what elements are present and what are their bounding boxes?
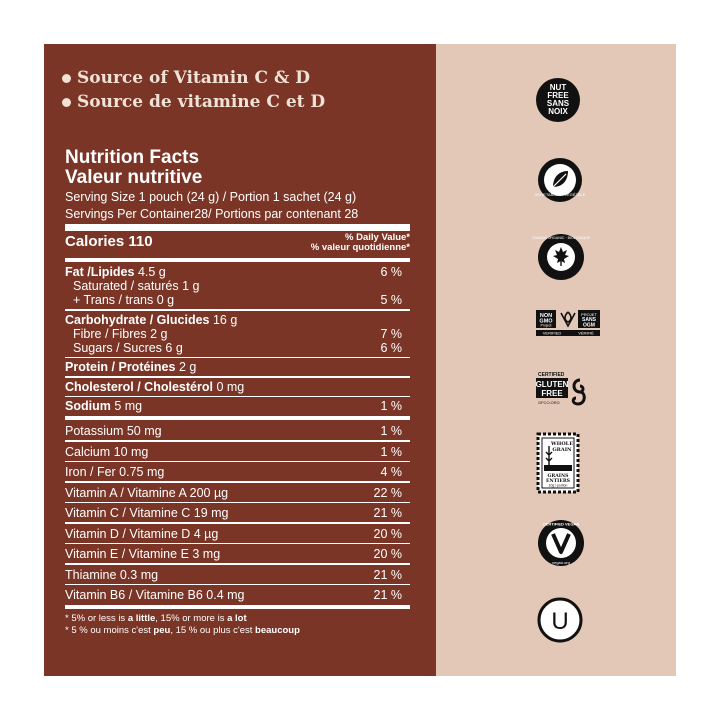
nutrition-facts-table: [65, 148, 410, 637]
sodium-row: [65, 399, 410, 413]
micronutrient-pct: 21 %: [373, 567, 402, 582]
micronutrient-pct: 20 %: [373, 526, 402, 541]
micronutrient-pct: 22 %: [373, 485, 402, 500]
micronutrient-row: [65, 421, 410, 440]
fat-label: Fat /Lipides: [65, 265, 135, 279]
micronutrient-label: Vitamin C / Vitamine C 19 mg: [65, 506, 229, 520]
servings-per-container: Servings Per Container28/ Portions par contenant 28: [65, 207, 359, 221]
micronutrient-pct: 1 %: [380, 424, 402, 438]
divider: [65, 258, 410, 262]
gluten-free-badge: [536, 370, 588, 410]
micronutrient-row: [65, 524, 410, 543]
whole-text: WHOLE: [550, 441, 574, 447]
carb-row: [65, 313, 410, 327]
trans-label: + Trans / trans 0 g: [73, 293, 175, 307]
divider: [65, 605, 410, 609]
divider: [65, 416, 410, 420]
bullet-icon: [62, 74, 71, 83]
product-claims: [62, 66, 325, 114]
daily-value-header: [311, 233, 410, 253]
micronutrient-label: Iron / Fer 0.75 mg: [65, 465, 165, 479]
sugars-row: [65, 341, 410, 355]
micronutrient-label: Vitamin A / Vitamine A 200 µg: [65, 485, 229, 500]
serving-size: Serving Size 1 pouch (24 g) / Portion 1 sachet (24 g): [65, 190, 357, 204]
entiers-text: ENTIERS: [546, 479, 570, 484]
fibre-pct: 7 %: [380, 326, 402, 341]
carb-block: [65, 311, 410, 357]
projet-text: PROJET: [581, 312, 597, 317]
vegetables-badge: [536, 156, 584, 204]
micronutrient-label: Thiamine 0.3 mg: [65, 567, 159, 582]
vegan-org-text: vegan.org: [552, 560, 570, 565]
micronutrient-pct: 21 %: [373, 506, 402, 520]
nutrition-title-en: Nutrition Facts: [65, 147, 200, 168]
claim-fr-text: Source de vitamine C et D: [77, 92, 326, 112]
footnote-fr-mid: , 15 % ou plus c'est: [170, 625, 256, 636]
divider: [65, 224, 410, 231]
micronutrient-label: Vitamin E / Vitamine E 3 mg: [65, 547, 221, 561]
nutrition-title-fr: Valeur nutritive: [65, 167, 203, 188]
claim-fr: [62, 90, 325, 114]
gfco-text: GFCO.ORG: [538, 400, 560, 405]
kosher-badge: [536, 596, 584, 644]
non-text: NON: [539, 313, 553, 319]
micronutrient-label: Calcium 10 mg: [65, 444, 149, 459]
micronutrient-row: [65, 483, 410, 502]
micronutrient-row: [65, 442, 410, 461]
protein-amount: 2 g: [178, 360, 197, 374]
sodium-amount: 5 mg: [114, 399, 143, 413]
calories-row: [65, 233, 410, 257]
micronutrient-label: Vitamin B6 / Vitamine B6 0.4 mg: [65, 588, 245, 602]
micronutrient-label: Vitamin D / Vitamine D 4 µg: [65, 526, 219, 541]
cholesterol-label: Cholesterol / Cholestérol: [65, 379, 213, 394]
protein-row: [65, 360, 410, 374]
carb-label: Carbohydrate / Glucides: [65, 312, 210, 327]
micronutrient-row: [65, 544, 410, 563]
footnote-en-pre: * 5% or less is: [65, 613, 128, 624]
micronutrient-row: [65, 462, 410, 481]
sodium-label: Sodium: [65, 399, 111, 413]
kosher-u-text: U: [551, 608, 569, 635]
non-gmo-badge: [536, 310, 600, 342]
whole-grain-badge: [536, 432, 580, 494]
footnote-fr-pre: * 5 % ou moins c'est: [65, 625, 154, 636]
organic-badge: [531, 232, 591, 282]
sodium-block: [65, 397, 410, 415]
verified-text: VERIFIED: [542, 330, 562, 336]
project-text: Project: [540, 323, 552, 328]
fat-block: [65, 263, 410, 309]
bullet-icon: [62, 98, 71, 107]
vegan-badge: [536, 518, 586, 568]
footnote-en: [65, 613, 410, 625]
certified-vegan-icon: [536, 518, 586, 568]
footnote-fr: [65, 625, 410, 637]
grains-text: GRAINS: [547, 474, 569, 479]
fibre-row: [65, 327, 410, 341]
sugars-pct: 6 %: [380, 340, 402, 355]
canada-organic-icon: [531, 232, 591, 282]
nut-free-text-1: NUT: [549, 83, 567, 92]
cholesterol-row: [65, 380, 410, 394]
footnote-en-little: a little: [127, 613, 156, 624]
leaf-icon: [536, 156, 584, 204]
micronutrient-pct: 20 %: [373, 547, 402, 561]
micronutrient-pct: 21 %: [373, 588, 402, 602]
verifie-text: VÉRIFIÉ: [578, 330, 594, 336]
micronutrient-label: Potassium 50 mg: [65, 424, 162, 438]
micronutrient-row: [65, 585, 410, 604]
micronutrient-pct: 1 %: [380, 444, 402, 459]
nut-free-text-4: NOIX: [548, 107, 568, 116]
gluten-free-icon: [536, 370, 588, 410]
footnote-en-lot: a lot: [227, 613, 247, 624]
grain-text: GRAIN: [552, 447, 572, 453]
organic-text: CANADA ORGANIC · BIOLOGIQUE: [531, 236, 591, 240]
fat-row: [65, 265, 410, 279]
nut-free-text-3: SANS: [546, 99, 570, 108]
footnote: [65, 610, 410, 637]
nut-free-icon: [536, 78, 580, 122]
trans-pct: 5 %: [380, 293, 402, 307]
claim-en: [62, 66, 325, 90]
certification-panel: [436, 44, 676, 676]
sugars-label: Sugars / Sucres 6 g: [73, 340, 183, 355]
nut-free-badge: [536, 78, 580, 122]
certified-vegan-text: CERTIFIED VEGAN: [542, 521, 580, 527]
dv-header-fr: % valeur quotidienne*: [310, 242, 410, 253]
micronutrient-row: [65, 503, 410, 522]
fibre-label: Fibre / Fibres 2 g: [73, 326, 168, 341]
micronutrient-row: [65, 565, 410, 584]
cholesterol-amount: 0 mg: [216, 379, 245, 394]
portion-text: 10g / portion: [548, 483, 568, 488]
micronutrient-pct: 4 %: [380, 465, 402, 479]
ogm-text: OGM: [583, 322, 595, 329]
sans-text: SANS: [582, 317, 596, 323]
footnote-en-mid: , 15% or more is: [155, 613, 228, 624]
dv-header-en: % Daily Value*: [345, 232, 410, 243]
cholesterol-block: [65, 378, 410, 396]
footnote-fr-beaucoup: beaucoup: [255, 625, 300, 636]
protein-label: Protein / Protéines: [65, 360, 176, 374]
fat-amount: 4.5 g: [137, 265, 166, 279]
certified-text: CERTIFIED: [538, 372, 565, 378]
nut-free-text-2: FREE: [547, 91, 569, 100]
saturated-label: Saturated / saturés 1 g: [73, 279, 200, 293]
non-gmo-project-icon: [536, 310, 600, 342]
kosher-u-icon: [536, 596, 584, 644]
fat-pct: 6 %: [380, 265, 402, 279]
footnote-fr-peu: peu: [153, 625, 171, 636]
sodium-pct: 1 %: [380, 399, 402, 413]
saturated-row: [65, 279, 410, 293]
trans-row: [65, 293, 410, 307]
protein-block: [65, 358, 410, 376]
free-text: FREE: [541, 389, 563, 398]
whole-grain-stamp-icon: [536, 432, 580, 494]
gmo-text: GMO: [539, 318, 553, 325]
micronutrient-list: [65, 421, 410, 604]
gluten-text: GLUTEN: [535, 380, 569, 389]
claim-en-text: Source of Vitamin C & D: [77, 68, 310, 88]
calories: Calories 110: [65, 233, 153, 250]
carb-amount: 16 g: [212, 312, 238, 327]
vegetables-text: VEGETABLES · VÉGÉTALE: [534, 192, 586, 197]
